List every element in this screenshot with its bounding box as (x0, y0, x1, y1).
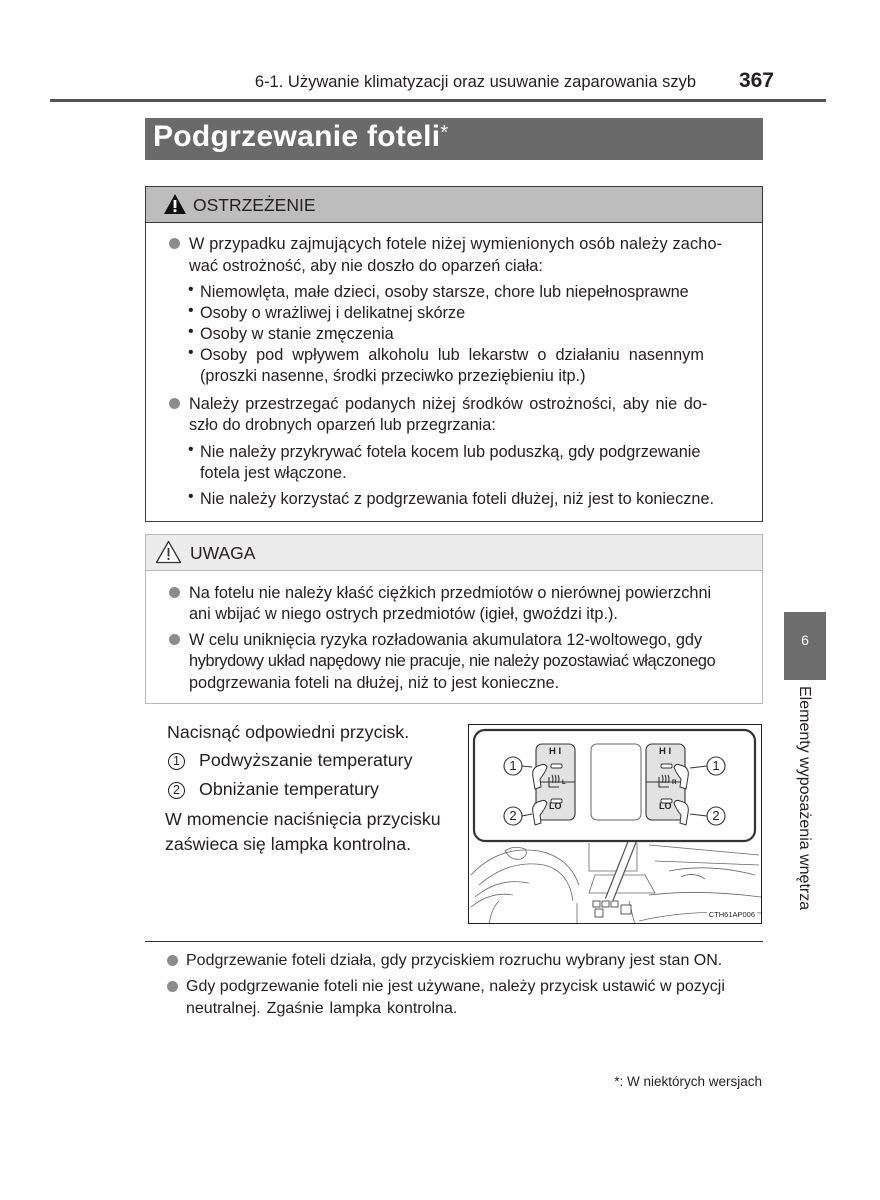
warning-icon (163, 193, 187, 215)
footnote-mark: * (614, 1074, 620, 1089)
instruction-note: W momencie naciśnięcia przycisku (165, 809, 441, 829)
step-text: Obniżanie temperatury (199, 779, 379, 799)
page-title-text: Podgrzewanie foteli (153, 120, 441, 153)
section-divider (145, 941, 763, 942)
caution-heading: UWAGA (190, 543, 256, 563)
figure-code: CTH61AP006 (708, 910, 755, 919)
warning-subline: Osoby w stanie zmęczenia (200, 325, 394, 343)
footnote-text: : W niektórych wersjach (619, 1074, 762, 1089)
callout-number: 2 (509, 808, 517, 823)
sub-bullet: • (188, 281, 194, 298)
warning-bullet (169, 238, 180, 249)
chapter-tab (784, 612, 826, 680)
caution-header (146, 535, 762, 571)
chapter-label: Elementy wyposażenia wnętrza (796, 686, 813, 911)
warning-line: W przypadku zajmujących fotele niżej wymienionych osób należy zacho- (189, 235, 723, 253)
caution-line: hybrydowy układ napędowy nie pracuje, nie należy pozostawiać włączonego (189, 652, 716, 670)
caution-line: podgrzewania foteli na dłużej, niż to jest konieczne. (189, 674, 560, 692)
step-number: 1 (168, 753, 185, 770)
note-line: Podgrzewanie foteli działa, gdy przyciskiem rozruchu wybrany jest stan ON. (186, 952, 723, 969)
caution-bullet (169, 634, 180, 645)
page-title (153, 120, 449, 154)
warning-line: szło do drobnych oparzeń lub przegrzania: (189, 416, 496, 434)
caution-line: W celu uniknięcia ryzyka rozładowania akumulatora 12-woltowego, gdy (189, 631, 703, 649)
warning-subline: fotela jest włączone. (200, 464, 347, 482)
callout-number: 1 (712, 758, 720, 773)
caution-icon (155, 540, 182, 564)
callout-number: 1 (509, 758, 517, 773)
sub-bullet: • (188, 323, 194, 340)
hi-label-right: H I (659, 746, 672, 757)
right-seat-letter: R (672, 780, 677, 786)
hi-label-left: H I (549, 746, 562, 757)
sub-bullet: • (188, 344, 194, 361)
caution-line: Na fotelu nie należy kłaść ciężkich przedmiotów o nierównej powierzchni (189, 584, 712, 602)
warning-line: wać ostrożność, aby nie doszło do oparzeń ciała: (189, 257, 543, 275)
section-title: 6-1. Używanie klimatyzacji oraz usuwanie zaparowania szyb (254, 73, 696, 91)
note-line: Gdy podgrzewanie foteli nie jest używane, należy przycisk ustawić w pozycji (186, 978, 725, 995)
page-title-bar (145, 118, 763, 160)
lo-label-right: LO (659, 801, 672, 811)
title-asterisk: * (440, 122, 449, 144)
sub-bullet: • (188, 302, 194, 319)
instruction-note: zaświeca się lampka kontrolna. (165, 834, 412, 854)
footnote (614, 1074, 762, 1089)
instruction-intro: Nacisnąć odpowiedni przycisk. (167, 722, 410, 742)
note-bullet (167, 981, 178, 992)
note-line: neutralnej. Zgaśnie lampka kontrolna. (186, 1000, 458, 1017)
page-number: 367 (738, 69, 774, 92)
warning-subline: Osoby o wrażliwej i delikatnej skórze (200, 304, 466, 322)
warning-heading: OSTRZEŻENIE (193, 195, 316, 215)
step-number: 2 (168, 782, 185, 799)
sub-bullet: • (188, 441, 194, 458)
chapter-number: 6 (801, 632, 809, 648)
warning-line: Należy przestrzegać podanych niżej środków ostrożności, aby nie do- (189, 395, 708, 413)
caution-bullet (169, 587, 180, 598)
warning-subline: Niemowlęta, małe dzieci, osoby starsze, chore lub niepełnosprawne (200, 283, 689, 301)
warning-subline: Osoby pod wpływem alkoholu lub lekarstw o działaniu nasennym (200, 346, 704, 364)
sub-bullet: • (188, 488, 194, 505)
callout-number: 2 (712, 808, 720, 823)
lo-label-left: LO (549, 801, 562, 811)
running-header (50, 68, 826, 102)
note-bullet (167, 955, 178, 966)
left-seat-letter: L (562, 780, 566, 786)
warning-subline: Nie należy korzystać z podgrzewania foteli dłużej, niż jest to konieczne. (200, 490, 715, 508)
warning-subline: Nie należy przykrywać fotela kocem lub poduszką, gdy podgrzewanie (200, 443, 701, 461)
caution-line: ani wbijać w niego ostrych przedmiotów (igieł, gwoździ itp.). (189, 605, 618, 623)
warning-header (146, 187, 762, 223)
seat-heater-figure (468, 724, 762, 924)
warning-subline: (proszki nasenne, środki przeciwko przeziębieniu itp.) (200, 367, 586, 385)
step-text: Podwyższanie temperatury (199, 750, 413, 770)
warning-bullet (169, 398, 180, 409)
